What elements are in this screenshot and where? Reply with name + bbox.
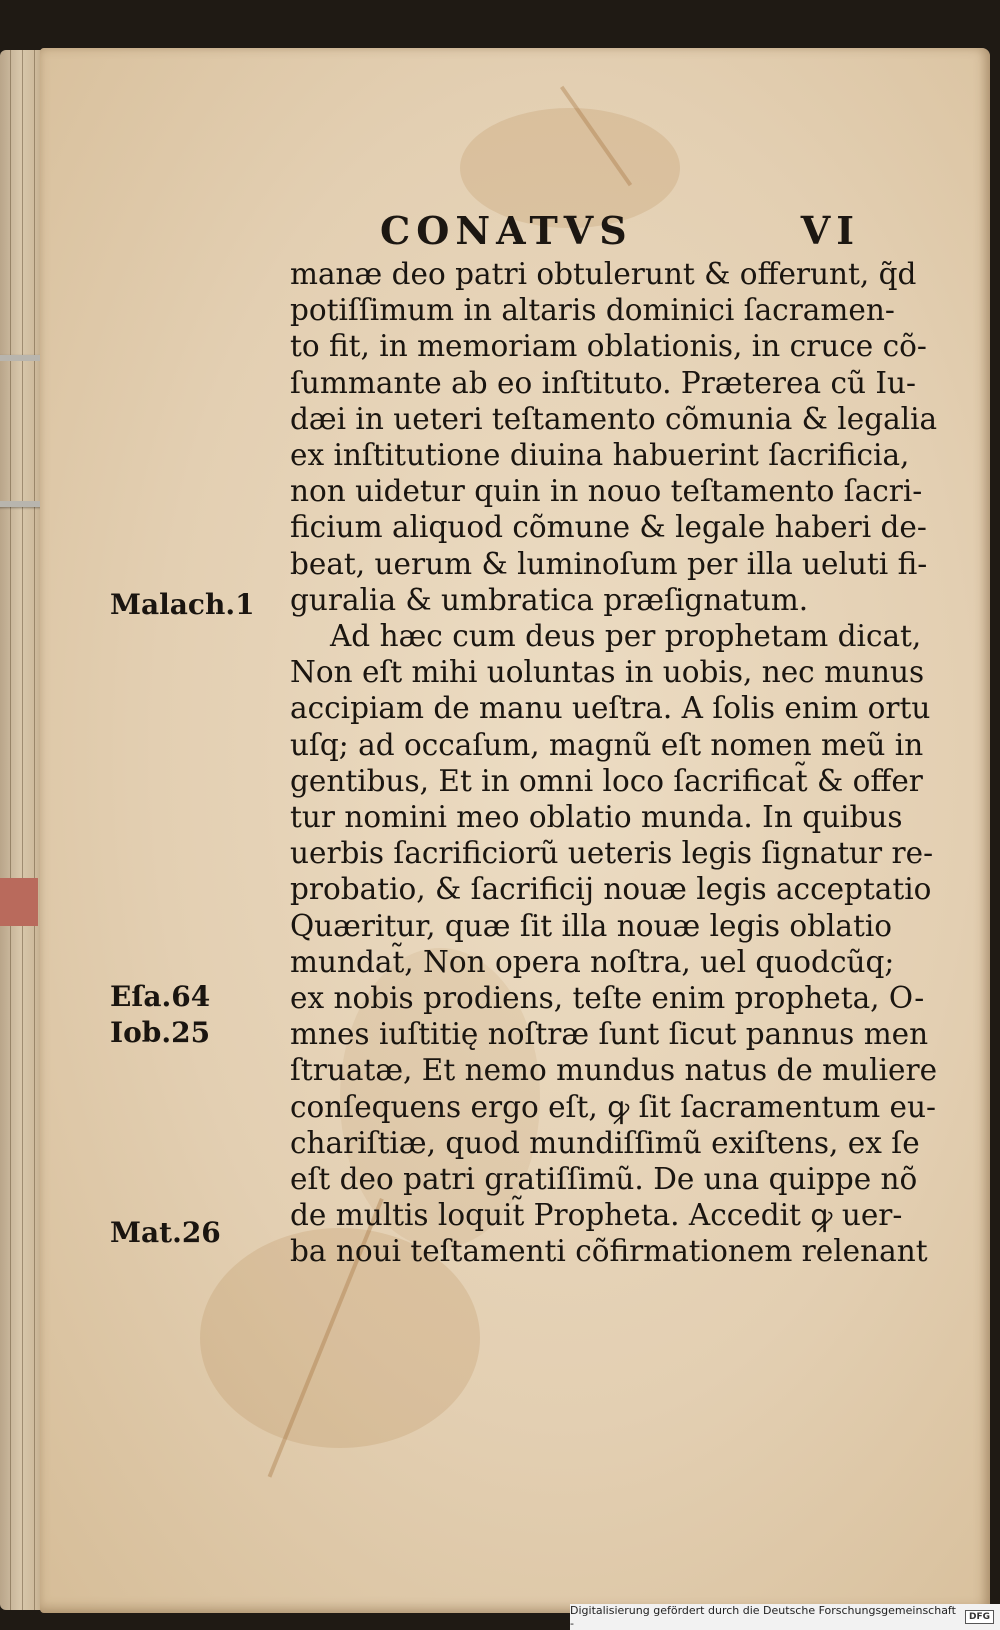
- text-line: chariſtiæ, quod mundiſſimũ exiſtens, ex ſe: [290, 1125, 920, 1160]
- page-edge-line: [22, 50, 23, 1610]
- text-line: de multis loquit̃ Propheta. Accedit ꝙ uer-: [290, 1198, 903, 1233]
- credit-text: Digitalisierung gefördert durch die Deutsche Forschungsgemeinschaft -: [570, 1604, 956, 1630]
- header-number: VI: [800, 208, 860, 253]
- book-page: [40, 48, 990, 1613]
- text-line: potiſſimum in altaris dominici ſacramen-: [290, 293, 895, 328]
- text-line: non uidetur quin in nouo teſtamento ſacri-: [290, 474, 923, 509]
- page-edge-line: [34, 50, 35, 1610]
- text-line: ba noui teſtamenti cõfirmationem relenant: [290, 1234, 928, 1269]
- text-line: Ad hæc cum deus per prophetam dicat,: [330, 619, 922, 654]
- margin-note-esa: Eſa.64: [110, 980, 211, 1013]
- red-bookmark-tab: [0, 878, 38, 926]
- digitization-credit: [570, 1604, 1000, 1630]
- text-line: tur nomini meo oblatio munda. In quibus: [290, 800, 903, 835]
- text-line: probatio, & ſacrificij nouæ legis acceptatio: [290, 872, 932, 907]
- margin-note-iob: Iob.25: [110, 1016, 211, 1049]
- text-line: Non eſt mihi uoluntas in uobis, nec munus: [290, 655, 925, 690]
- text-line: manæ deo patri obtulerunt & offerunt, q̃d: [290, 257, 917, 291]
- text-line: ex inſtitutione diuina habuerint ſacrificia,: [290, 438, 910, 473]
- text-line: guralia & umbratica præſignatum.: [290, 582, 809, 617]
- text-line: uerbis ſacrificiorũ ueteris legis ſignatur re-: [290, 836, 934, 871]
- text-line: ex nobis prodiens, teſte enim propheta, O-: [290, 981, 925, 1016]
- text-line: uſq; ad occaſum, magnũ eſt nomen meũ in: [290, 727, 924, 762]
- text-line: mnes iuſtitię noſtræ ſunt ſicut pannus men: [290, 1017, 929, 1052]
- text-line: gentibus, Et in omni loco ſacrificat̃ & offer: [290, 763, 923, 798]
- header-title: CONATVS: [380, 208, 633, 253]
- text-line: dæi in ueteri teſtamento cõmunia & legalia: [290, 401, 938, 436]
- text-line: conſequens ergo eſt, ꝙ ſit ſacramentum eu-: [290, 1089, 936, 1124]
- margin-note-mat: Mat.26: [110, 1216, 221, 1249]
- margin-note-malach: Malach.1: [110, 588, 255, 621]
- text-line: ſummante ab eo inſtituto. Præterea cũ Iu-: [290, 365, 916, 400]
- text-line: mundat̃, Non opera noſtra, uel quodcũq;: [290, 944, 895, 979]
- body-text: [290, 256, 940, 1270]
- text-line: accipiam de manu ueſtra. A ſolis enim ortu: [290, 691, 931, 726]
- text-line: beat, uerum & luminoſum per illa ueluti fi-: [290, 546, 928, 581]
- text-line: to fit, in memoriam oblationis, in cruce cõ-: [290, 329, 927, 364]
- text-line: ſtruatæ, Et nemo mundus natus de muliere: [290, 1053, 938, 1088]
- page-edge-line: [10, 50, 11, 1610]
- text-line: Quæritur, quæ ſit illa nouæ legis oblatio: [290, 908, 893, 943]
- text-line: eſt deo patri gratiſſimũ. De una quippe nõ: [290, 1162, 918, 1197]
- running-header: [380, 208, 860, 253]
- text-line: ficium aliquod cõmune & legale haberi de-: [290, 510, 927, 545]
- dfg-logo-icon: DFG: [965, 1610, 994, 1624]
